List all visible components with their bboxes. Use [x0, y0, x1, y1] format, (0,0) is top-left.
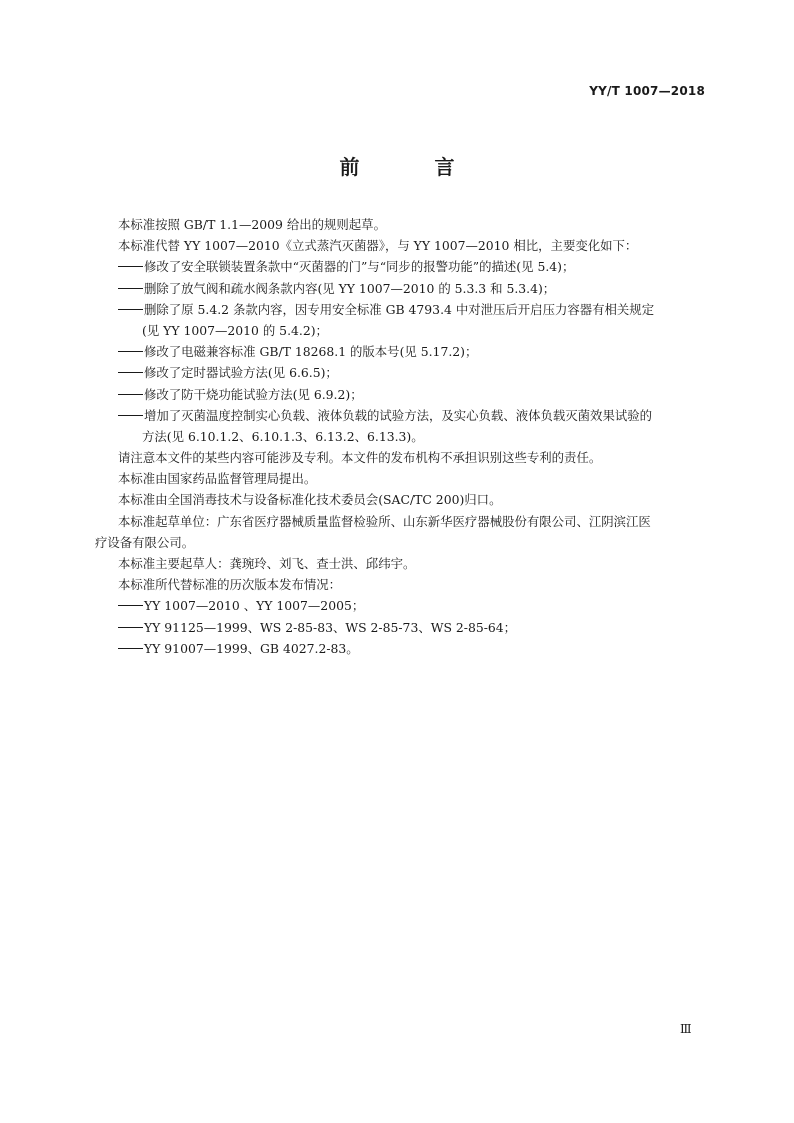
change-item	[118, 362, 708, 383]
dash-icon	[118, 309, 143, 310]
change-item-continuation: 方法(见 6.10.1.2、6.10.1.3、6.13.2、6.13.3)。	[142, 428, 424, 444]
history-item	[118, 595, 708, 616]
standard-code-header: YY/T 1007—2018	[589, 84, 705, 98]
history-item	[118, 617, 708, 638]
dash-icon	[118, 605, 143, 606]
dash-icon	[118, 351, 143, 352]
paragraph-proposer: 本标准由国家药品监督管理局提出。	[118, 471, 317, 487]
dash-icon	[118, 648, 143, 649]
change-item	[118, 256, 708, 277]
dash-icon	[118, 627, 143, 628]
history-item-text: YY 1007—2010 、YY 1007—2005；	[144, 598, 365, 614]
dash-icon	[118, 372, 143, 373]
paragraph-replacement: 本标准代替 YY 1007—2010《立式蒸汽灭菌器》，与 YY 1007—2010 相比，主要变化如下：	[118, 238, 638, 254]
change-item-text: 修改了电磁兼容标准 GB/T 18268.1 的版本号(见 5.17.2)；	[144, 344, 478, 360]
history-item	[118, 638, 708, 659]
page-title: 前 言	[339, 155, 489, 179]
change-item	[118, 405, 708, 426]
change-item-text: 删除了放气阀和疏水阀条款内容(见 YY 1007—2010 的 5.3.3 和 5.3.4)；	[144, 280, 556, 296]
dash-icon	[118, 394, 143, 395]
change-item-text: 修改了安全联锁装置条款中“灭菌器的门”与“同步的报警功能”的描述(见 5.4)；	[144, 259, 575, 275]
dash-icon	[118, 266, 143, 267]
paragraph-drafting-rules: 本标准按照 GB/T 1.1—2009 给出的规则起草。	[118, 217, 386, 232]
paragraph-drafting-units-continuation: 疗设备有限公司。	[95, 534, 195, 550]
history-item-text: YY 91007—1999、GB 4027.2-83。	[144, 640, 359, 656]
dash-icon	[118, 288, 143, 289]
change-item-text: 增加了灭菌温度控制实心负载、液体负载的试验方法，及实心负载、液体负载灭菌效果试验的	[144, 407, 653, 423]
paragraph-drafting-units: 本标准起草单位：广东省医疗器械质量监督检验所、山东新华医疗器械股份有限公司、江阴滨江医	[118, 513, 651, 529]
change-item-text: 修改了定时器试验方法(见 6.6.5)；	[144, 365, 338, 381]
change-item	[118, 278, 708, 299]
change-item-text: 修改了防干烧功能试验方法(见 6.9.2)；	[144, 386, 363, 402]
page-number: Ⅲ	[680, 1022, 692, 1036]
change-item	[118, 341, 708, 362]
history-item-text: YY 91125—1999、WS 2-85-83、WS 2-85-73、WS 2-85-64；	[144, 619, 517, 635]
change-item-text: 删除了原 5.4.2 条款内容，因专用安全标准 GB 4793.4 中对泄压后开启压力容器有相关规定	[144, 301, 655, 317]
paragraph-committee: 本标准由全国消毒技术与设备标准化技术委员会(SAC/TC 200)归口。	[118, 492, 502, 508]
paragraph-patent-notice: 请注意本文件的某些内容可能涉及专利。本文件的发布机构不承担识别这些专利的责任。	[118, 450, 602, 466]
change-item-continuation: (见 YY 1007—2010 的 5.4.2)；	[142, 322, 328, 338]
paragraph-drafters: 本标准主要起草人：龚琬玲、刘飞、查士洪、邱纬宇。	[118, 556, 416, 571]
change-item	[118, 384, 708, 405]
dash-icon	[118, 415, 143, 416]
paragraph-history-intro: 本标准所代替标准的历次版本发布情况：	[118, 577, 342, 593]
change-item	[118, 299, 708, 320]
foreword-body	[95, 214, 708, 659]
